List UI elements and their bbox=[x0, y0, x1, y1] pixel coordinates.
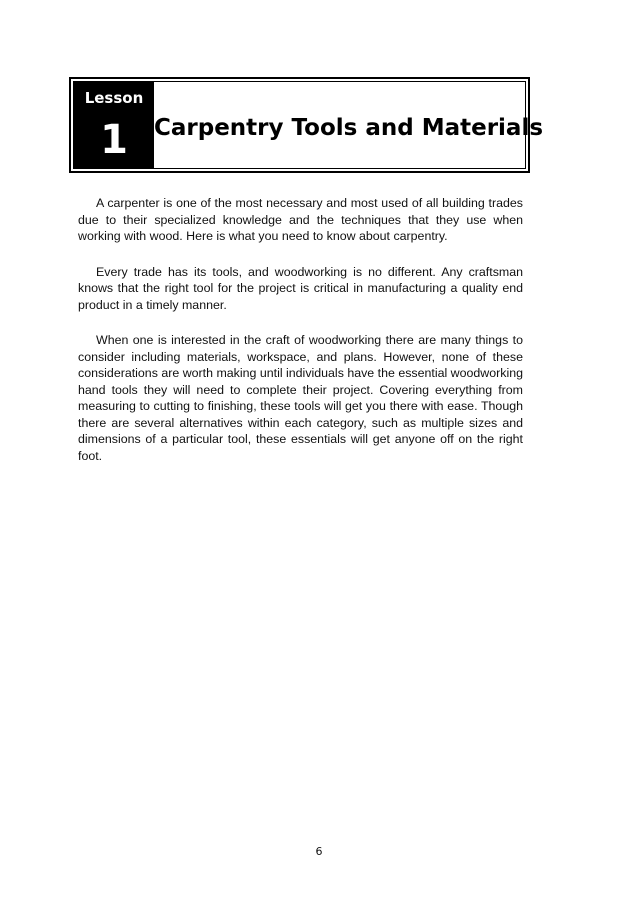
lesson-label: Lesson bbox=[84, 89, 144, 107]
paragraph-tools: Every trade has its tools, and woodworking is no different. Any craftsman knows that the right tool for the project is critical in manufacturing a quality end product in a timely manner. bbox=[78, 264, 523, 312]
paragraph-intro: A carpenter is one of the most necessary and most used of all building trades due to their specialized knowledge and the techniques that they use when working with wood. Here is what you need to know about carpentry. bbox=[78, 196, 523, 243]
paragraph-woodworking: When one is interested in the craft of woodworking there are many things to consider including materials, workspace, and plans. However, none of these considerations are worth making until individuals have the essential woodworking hand tools they will need to complete their project. Covering everything from measuring to cutting to finishing, these tools will get you there with ease. Though there are several alternatives within each category, such as multiple sizes and dimensions of a particular tool, these essentials will get anyone off on the right foot. bbox=[78, 333, 523, 463]
lesson-title: Carpentry Tools and Materials bbox=[154, 115, 544, 141]
lesson-number: 1 bbox=[100, 117, 128, 163]
lesson-badge bbox=[74, 82, 154, 168]
lesson-header bbox=[69, 77, 544, 173]
body-text bbox=[78, 195, 523, 483]
lesson-header-frame bbox=[73, 81, 544, 169]
page-number: 6 bbox=[315, 845, 323, 858]
